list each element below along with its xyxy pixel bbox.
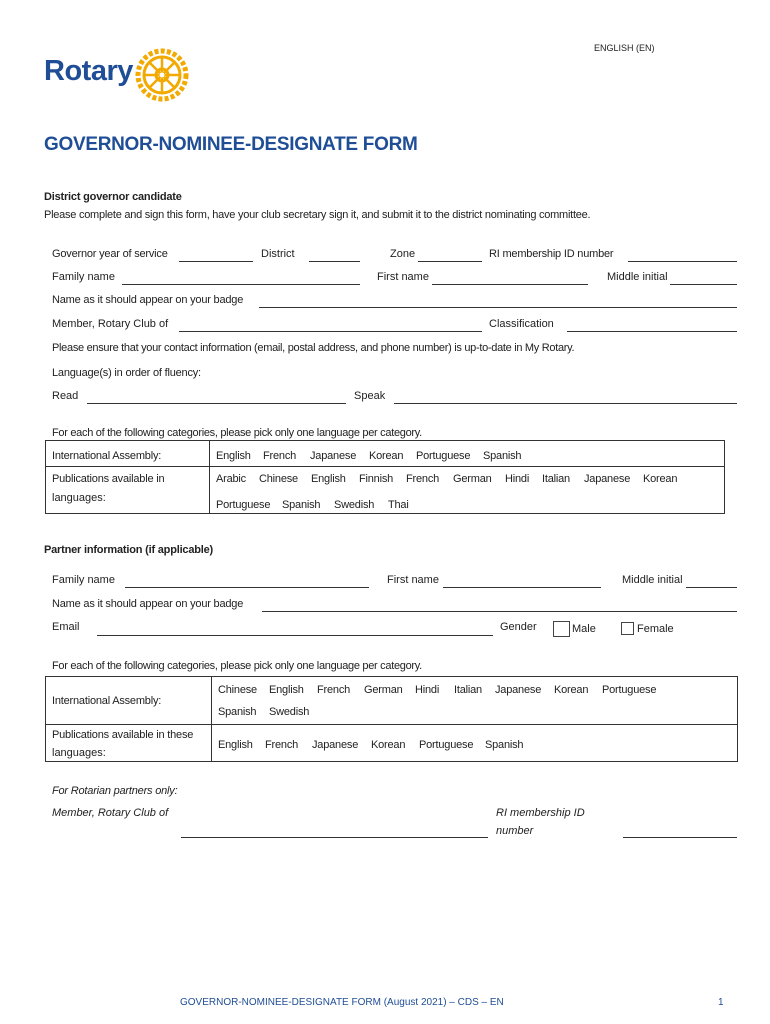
badge-name-field[interactable] [259, 307, 737, 308]
category-note: For each of the following categories, please pick only one language per category. [52, 427, 422, 439]
partner-heading: Partner information (if applicable) [44, 544, 214, 556]
speak-field[interactable] [394, 403, 737, 404]
lang-option[interactable]: Chinese [259, 473, 298, 485]
publications-label: Publications available in [52, 473, 165, 485]
partner-category-note: For each of the following categories, please pick only one language per category. [52, 660, 422, 672]
lang-option[interactable]: English [311, 473, 346, 485]
governor-year-field[interactable] [179, 261, 253, 262]
middle-initial-field[interactable] [670, 284, 737, 285]
member-club-field[interactable] [179, 331, 482, 332]
partner-assembly-label: International Assembly: [52, 695, 162, 707]
table-divider [45, 466, 725, 467]
partner-middle-initial-label: Middle initial [622, 574, 683, 586]
female-label: Female [637, 623, 674, 635]
zone-field[interactable] [418, 261, 482, 262]
lang-option[interactable]: Italian [542, 473, 570, 485]
partner-publications-label: Publications available in these [52, 729, 194, 741]
publications-label: languages: [52, 492, 106, 504]
partner-gender-label: Gender [500, 621, 537, 633]
lang-option[interactable]: Swedish [334, 499, 375, 511]
governor-year-label: Governor year of service [52, 248, 168, 260]
rotary-logo-text: Rotary [44, 55, 133, 87]
lang-option[interactable]: Spanish [218, 706, 257, 718]
contact-note: Please ensure that your contact information (email, postal address, and phone number) is up-to-date in My Rotary. [52, 342, 575, 354]
lang-option[interactable]: Japanese [312, 739, 359, 751]
partner-family-name-label: Family name [52, 574, 115, 586]
partner-badge-name-label: Name as it should appear on your badge [52, 598, 244, 610]
form-title: GOVERNOR-NOMINEE-DESIGNATE FORM [44, 134, 418, 155]
middle-initial-label: Middle initial [607, 271, 668, 283]
ri-id-label: RI membership ID number [489, 248, 614, 260]
family-name-field[interactable] [122, 284, 360, 285]
zone-label: Zone [390, 248, 416, 260]
partner-email-label: Email [52, 621, 80, 633]
lang-option[interactable]: French [265, 739, 299, 751]
partner-publications-label: languages: [52, 747, 106, 759]
rotary-wheel-icon [133, 46, 191, 104]
lang-option[interactable]: Swedish [269, 706, 310, 718]
assembly-label: International Assembly: [52, 450, 162, 462]
district-field[interactable] [309, 261, 360, 262]
lang-option[interactable]: English [269, 684, 304, 696]
ri-id-field[interactable] [628, 261, 737, 262]
lang-option[interactable]: Korean [369, 450, 404, 462]
partner-ri-id-label: RI membership ID [496, 807, 585, 819]
lang-option[interactable]: Portuguese [416, 450, 471, 462]
lang-option[interactable]: Portuguese [419, 739, 474, 751]
badge-name-label: Name as it should appear on your badge [52, 294, 244, 306]
page-number: 1 [718, 997, 724, 1008]
lang-option[interactable]: Korean [643, 473, 678, 485]
speak-label: Speak [354, 390, 386, 402]
candidate-heading: District governor candidate [44, 191, 182, 203]
lang-option[interactable]: French [406, 473, 440, 485]
lang-option[interactable]: Spanish [485, 739, 524, 751]
male-label: Male [572, 623, 596, 635]
partner-ri-id-field[interactable] [623, 837, 737, 838]
read-field[interactable] [87, 403, 346, 404]
footer-text: GOVERNOR-NOMINEE-DESIGNATE FORM (August 2021) – CDS – EN [180, 997, 504, 1008]
classification-label: Classification [489, 318, 554, 330]
lang-option[interactable]: English [216, 450, 251, 462]
table-divider [45, 724, 738, 725]
partner-first-name-field[interactable] [443, 587, 601, 588]
lang-option[interactable]: French [263, 450, 297, 462]
lang-option[interactable]: Portuguese [602, 684, 657, 696]
partner-first-name-label: First name [387, 574, 439, 586]
lang-option[interactable]: Japanese [495, 684, 542, 696]
first-name-field[interactable] [432, 284, 588, 285]
read-label: Read [52, 390, 79, 402]
languages-label: Language(s) in order of fluency: [52, 367, 201, 379]
lang-option[interactable]: Portuguese [216, 499, 271, 511]
lang-option[interactable]: Hindi [415, 684, 440, 696]
language-label: ENGLISH (EN) [594, 43, 655, 53]
partner-member-club-label: Member, Rotary Club of [52, 807, 169, 819]
partner-member-club-field[interactable] [181, 837, 488, 838]
member-club-label: Member, Rotary Club of [52, 318, 169, 330]
lang-option[interactable]: Hindi [505, 473, 530, 485]
lang-option[interactable]: German [453, 473, 492, 485]
partner-middle-initial-field[interactable] [686, 587, 737, 588]
table-divider [209, 440, 210, 514]
lang-option[interactable]: Thai [388, 499, 409, 511]
instructions-text: Please complete and sign this form, have your club secretary sign it, and submit it to the district nominating committee. [44, 209, 591, 221]
lang-option[interactable]: Japanese [584, 473, 631, 485]
lang-option[interactable]: Italian [454, 684, 482, 696]
classification-field[interactable] [567, 331, 737, 332]
partner-ri-id-label: number [496, 825, 534, 837]
family-name-label: Family name [52, 271, 115, 283]
partner-email-field[interactable] [97, 635, 493, 636]
lang-option[interactable]: French [317, 684, 351, 696]
lang-option[interactable]: Japanese [310, 450, 357, 462]
partner-badge-name-field[interactable] [262, 611, 737, 612]
lang-option[interactable]: Finnish [359, 473, 394, 485]
rotarian-only-label: For Rotarian partners only: [52, 785, 178, 797]
lang-option[interactable]: Chinese [218, 684, 257, 696]
female-checkbox[interactable] [621, 622, 634, 635]
lang-option[interactable]: Spanish [282, 499, 321, 511]
male-checkbox[interactable] [553, 621, 570, 637]
lang-option[interactable]: Korean [371, 739, 406, 751]
district-label: District [261, 248, 295, 260]
table-divider [211, 676, 212, 762]
first-name-label: First name [377, 271, 429, 283]
lang-option[interactable]: German [364, 684, 403, 696]
lang-option[interactable]: English [218, 739, 253, 751]
lang-option[interactable]: Arabic [216, 473, 246, 485]
lang-option[interactable]: Korean [554, 684, 589, 696]
lang-option[interactable]: Spanish [483, 450, 522, 462]
partner-family-name-field[interactable] [125, 587, 369, 588]
